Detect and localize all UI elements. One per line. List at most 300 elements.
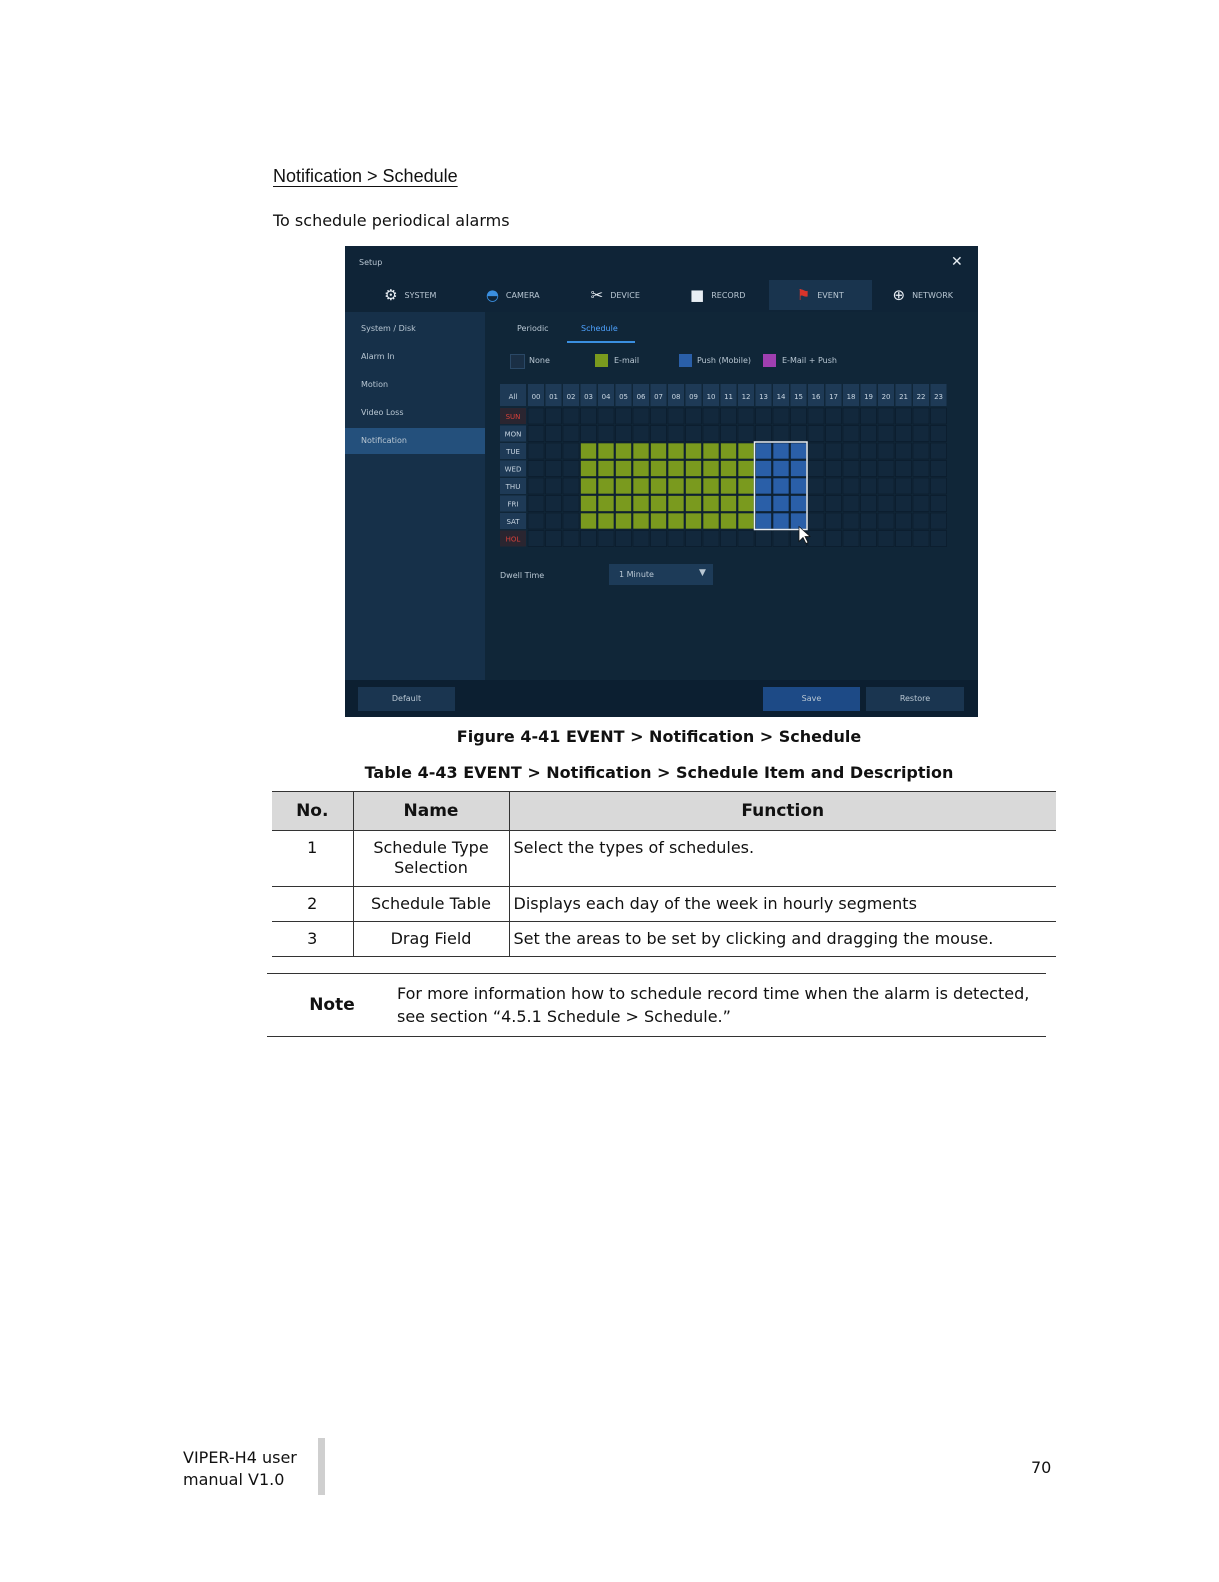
schedule-cell <box>546 513 562 529</box>
schedule-cell <box>616 496 632 512</box>
schedule-cell <box>686 496 702 512</box>
schedule-cell <box>598 461 614 477</box>
hour-header-label: 19 <box>864 393 874 401</box>
table-caption: Table 4-43 EVENT > Notification > Schedule Item and Description <box>364 763 954 782</box>
schedule-cell <box>808 496 824 512</box>
sidebar-item-motion[interactable]: Motion <box>361 380 389 389</box>
legend-email-swatch[interactable] <box>595 354 608 367</box>
schedule-cell <box>651 531 667 547</box>
day-header-label: FRI <box>507 500 519 509</box>
schedule-cell <box>878 443 894 459</box>
schedule-cell <box>686 513 702 529</box>
schedule-cell <box>598 513 614 529</box>
dwell-time-select[interactable] <box>609 564 713 585</box>
schedule-cell <box>563 408 579 424</box>
schedule-cell <box>826 531 842 547</box>
schedule-cell <box>756 478 772 494</box>
header-function: Function <box>509 792 1056 831</box>
tab-label: SYSTEM <box>404 290 437 300</box>
tab-event[interactable] <box>769 280 872 310</box>
schedule-cell <box>738 408 754 424</box>
flag-icon: ⚑ <box>796 286 811 304</box>
schedule-cell <box>826 408 842 424</box>
schedule-cell <box>791 461 807 477</box>
schedule-cell <box>528 443 544 459</box>
schedule-cell <box>931 408 947 424</box>
save-button[interactable] <box>763 687 860 711</box>
chevron-down-icon: ▼ <box>699 568 706 578</box>
day-header-label: WED <box>504 465 522 474</box>
schedule-cell <box>546 478 562 494</box>
schedule-cell <box>633 531 649 547</box>
note-box <box>267 973 1046 1037</box>
footer-doc-line2: manual V1.0 <box>183 1470 285 1489</box>
hour-header-label: 17 <box>829 393 839 401</box>
schedule-cell <box>616 408 632 424</box>
legend-email-push-label: E-Mail + Push <box>782 356 837 365</box>
schedule-cell <box>528 513 544 529</box>
hour-header-label: 18 <box>846 393 856 401</box>
schedule-cell <box>843 426 859 442</box>
schedule-cell <box>633 513 649 529</box>
legend-email-push-swatch[interactable] <box>763 354 776 367</box>
grid-corner-label: All <box>508 393 518 401</box>
legend-email-label: E-mail <box>614 356 640 365</box>
schedule-cell <box>563 513 579 529</box>
schedule-cell <box>703 443 719 459</box>
schedule-cell <box>738 513 754 529</box>
hour-header-label: 14 <box>776 393 786 401</box>
save-button-label: Save <box>801 694 822 703</box>
schedule-cell <box>931 531 947 547</box>
tab-label: RECORD <box>711 290 746 300</box>
hour-header-label: 01 <box>549 393 559 401</box>
table-row <box>272 887 1056 922</box>
schedule-cell <box>721 443 737 459</box>
hour-header-label: 04 <box>601 393 611 401</box>
schedule-cell <box>738 443 754 459</box>
page-number: 70 <box>1031 1458 1052 1477</box>
schedule-cell <box>861 531 877 547</box>
schedule-cell <box>616 531 632 547</box>
footer-doc-line1: VIPER-H4 user <box>183 1448 297 1467</box>
schedule-cell <box>861 408 877 424</box>
schedule-cell <box>651 443 667 459</box>
hour-header-label: 03 <box>584 393 594 401</box>
schedule-cell <box>931 478 947 494</box>
schedule-cell <box>756 531 772 547</box>
hour-header-label: 11 <box>724 393 734 401</box>
schedule-cell <box>616 443 632 459</box>
schedule-cell <box>528 408 544 424</box>
day-header-label: THU <box>505 483 521 491</box>
close-icon[interactable]: ✕ <box>951 254 963 270</box>
schedule-cell <box>546 461 562 477</box>
schedule-cell <box>668 478 684 494</box>
schedule-cell <box>808 426 824 442</box>
schedule-cell <box>668 461 684 477</box>
legend-push-label: Push (Mobile) <box>697 356 752 365</box>
schedule-cell <box>686 531 702 547</box>
schedule-cell <box>878 408 894 424</box>
schedule-cell <box>721 426 737 442</box>
schedule-cell <box>756 513 772 529</box>
day-header-label: HOL <box>505 535 521 544</box>
schedule-cell <box>633 461 649 477</box>
schedule-table[interactable] <box>500 384 952 554</box>
schedule-cell <box>843 461 859 477</box>
active-tab-indicator <box>567 341 635 343</box>
default-button[interactable] <box>358 687 455 711</box>
schedule-cell <box>651 496 667 512</box>
schedule-cell <box>913 478 929 494</box>
schedule-cell <box>756 443 772 459</box>
schedule-cell <box>581 496 597 512</box>
footer-divider <box>318 1438 325 1495</box>
schedule-cell <box>896 531 912 547</box>
schedule-cell <box>686 461 702 477</box>
schedule-cell <box>896 408 912 424</box>
schedule-cell <box>826 461 842 477</box>
schedule-cell <box>843 443 859 459</box>
hour-header-label: 20 <box>881 393 891 401</box>
schedule-cell <box>791 496 807 512</box>
schedule-cell <box>896 443 912 459</box>
schedule-cell <box>581 426 597 442</box>
schedule-cell <box>581 443 597 459</box>
schedule-cell <box>826 496 842 512</box>
schedule-cell <box>528 461 544 477</box>
schedule-cell <box>913 461 929 477</box>
schedule-screenshot <box>345 246 978 717</box>
hour-header-label: 10 <box>706 393 716 401</box>
schedule-cell <box>528 426 544 442</box>
schedule-cell <box>808 443 824 459</box>
legend-none-label: None <box>529 356 550 365</box>
top-tab-bar <box>359 280 974 310</box>
tab-label: NETWORK <box>912 290 953 300</box>
schedule-cell <box>756 461 772 477</box>
schedule-cell <box>808 478 824 494</box>
restore-button[interactable] <box>866 687 964 711</box>
camera-dome-icon: ◓ <box>485 286 499 304</box>
row-no: 2 <box>272 887 353 922</box>
schedule-cell <box>686 443 702 459</box>
schedule-cell <box>773 531 789 547</box>
hour-header-label: 15 <box>794 393 804 401</box>
schedule-cell <box>668 426 684 442</box>
schedule-cell <box>686 478 702 494</box>
schedule-cell <box>703 513 719 529</box>
tab-record[interactable] <box>667 280 770 310</box>
sidebar-item-notification[interactable] <box>345 428 485 454</box>
dwell-time-value: 1 Minute <box>619 570 654 579</box>
schedule-cell <box>668 531 684 547</box>
schedule-cell <box>598 496 614 512</box>
hour-header-label: 13 <box>759 393 769 401</box>
schedule-cell <box>878 461 894 477</box>
schedule-cell <box>528 531 544 547</box>
hour-header-label: 22 <box>916 393 926 401</box>
hour-header-label: 21 <box>899 393 909 401</box>
tab-camera[interactable] <box>462 280 565 310</box>
tab-label: EVENT <box>817 290 844 300</box>
schedule-cell <box>651 426 667 442</box>
schedule-cell <box>703 408 719 424</box>
schedule-cell <box>756 408 772 424</box>
video-camera-icon: ■ <box>690 286 705 304</box>
schedule-cell <box>896 513 912 529</box>
schedule-cell <box>773 443 789 459</box>
tab-system[interactable] <box>359 280 462 310</box>
schedule-cell <box>826 513 842 529</box>
day-header-label: SUN <box>505 413 521 421</box>
schedule-cell <box>878 478 894 494</box>
schedule-cell <box>563 478 579 494</box>
schedule-cell <box>563 426 579 442</box>
table-row <box>272 831 1056 887</box>
schedule-cell <box>791 513 807 529</box>
schedule-cell <box>773 426 789 442</box>
schedule-cell <box>773 408 789 424</box>
schedule-cell <box>721 513 737 529</box>
tab-periodic[interactable]: Periodic <box>517 324 549 333</box>
schedule-cell <box>861 496 877 512</box>
schedule-cell <box>546 426 562 442</box>
gear-icon: ⚙ <box>384 286 398 304</box>
schedule-cell <box>738 531 754 547</box>
schedule-cell <box>896 478 912 494</box>
schedule-cell <box>546 408 562 424</box>
schedule-cell <box>703 531 719 547</box>
schedule-cell <box>721 478 737 494</box>
schedule-cell <box>546 531 562 547</box>
hour-header-label: 00 <box>531 393 541 401</box>
schedule-cell <box>546 496 562 512</box>
schedule-cell <box>668 496 684 512</box>
schedule-cell <box>861 443 877 459</box>
hour-header-label: 16 <box>811 393 821 401</box>
schedule-cell <box>913 426 929 442</box>
schedule-cell <box>791 478 807 494</box>
hour-header-label: 23 <box>934 393 944 401</box>
schedule-cell <box>826 478 842 494</box>
schedule-cell <box>651 478 667 494</box>
schedule-cell <box>651 513 667 529</box>
legend-push-swatch[interactable] <box>679 354 692 367</box>
schedule-cell <box>756 426 772 442</box>
schedule-cell <box>773 478 789 494</box>
schedule-cell <box>843 531 859 547</box>
schedule-cell <box>581 513 597 529</box>
table-row <box>272 922 1056 957</box>
schedule-cell <box>808 408 824 424</box>
schedule-cell <box>721 461 737 477</box>
row-name: Schedule Table <box>353 887 509 922</box>
sidebar <box>345 312 485 680</box>
schedule-cell <box>773 461 789 477</box>
legend-none-swatch[interactable] <box>510 354 525 369</box>
day-header-label: MON <box>504 430 522 439</box>
schedule-cell <box>861 461 877 477</box>
schedule-cell <box>703 478 719 494</box>
schedule-cell <box>931 443 947 459</box>
sidebar-item-label: Notification <box>361 436 407 445</box>
schedule-cell <box>633 496 649 512</box>
schedule-cell <box>598 443 614 459</box>
dwell-time-label: Dwell Time <box>500 571 545 580</box>
sidebar-item-video-loss[interactable]: Video Loss <box>361 408 404 417</box>
window-title: Setup <box>359 258 383 267</box>
schedule-cell <box>703 496 719 512</box>
schedule-cell <box>563 531 579 547</box>
schedule-cell <box>861 478 877 494</box>
schedule-cell <box>703 461 719 477</box>
default-button-label: Default <box>391 694 422 703</box>
schedule-cell <box>686 408 702 424</box>
schedule-cell <box>878 496 894 512</box>
schedule-cell <box>633 478 649 494</box>
schedule-cell <box>878 531 894 547</box>
schedule-cell <box>633 408 649 424</box>
schedule-cell <box>721 496 737 512</box>
schedule-cell <box>896 496 912 512</box>
schedule-cell <box>581 531 597 547</box>
schedule-cell <box>861 426 877 442</box>
note-label: Note <box>267 974 397 1037</box>
schedule-cell <box>598 426 614 442</box>
intro-text: To schedule periodical alarms <box>273 211 510 230</box>
sidebar-item-system-disk[interactable]: System / Disk <box>361 324 416 333</box>
row-name: Drag Field <box>353 922 509 957</box>
header-no: No. <box>272 792 353 831</box>
schedule-cell <box>808 513 824 529</box>
figure-caption: Figure 4-41 EVENT > Notification > Schedule <box>456 727 862 746</box>
schedule-cell <box>896 461 912 477</box>
schedule-cell <box>721 531 737 547</box>
hour-header-label: 08 <box>671 393 681 401</box>
restore-button-label: Restore <box>899 694 931 703</box>
day-header-label: TUE <box>506 448 520 456</box>
schedule-cell <box>703 426 719 442</box>
tools-icon: ✂ <box>590 286 604 304</box>
schedule-cell <box>808 531 824 547</box>
schedule-cell <box>826 443 842 459</box>
bottom-button-bar <box>345 680 978 717</box>
schedule-cell <box>913 496 929 512</box>
schedule-cell <box>546 443 562 459</box>
schedule-cell <box>686 426 702 442</box>
hour-header-label: 07 <box>654 393 664 401</box>
schedule-cell <box>668 443 684 459</box>
schedule-cell <box>563 443 579 459</box>
schedule-cell <box>738 461 754 477</box>
schedule-cell <box>633 426 649 442</box>
row-no: 1 <box>272 831 353 887</box>
table-header-row <box>272 792 1056 831</box>
row-function: Set the areas to be set by clicking and dragging the mouse. <box>509 922 1056 957</box>
schedule-cell <box>773 496 789 512</box>
hour-header-label: 09 <box>689 393 699 401</box>
globe-icon: ⊕ <box>892 286 906 304</box>
schedule-cell <box>616 461 632 477</box>
schedule-cell <box>931 496 947 512</box>
schedule-cell <box>878 426 894 442</box>
schedule-cell <box>913 408 929 424</box>
schedule-cell <box>598 478 614 494</box>
schedule-cell <box>738 478 754 494</box>
schedule-cell <box>931 426 947 442</box>
schedule-cell <box>633 443 649 459</box>
row-function: Select the types of schedules. <box>509 831 1056 887</box>
schedule-cell <box>826 426 842 442</box>
hour-header-label: 05 <box>619 393 629 401</box>
hour-header-label: 12 <box>741 393 751 401</box>
footer-document-title <box>183 1447 297 1491</box>
schedule-cell <box>861 513 877 529</box>
header-name: Name <box>353 792 509 831</box>
row-function: Displays each day of the week in hourly segments <box>509 887 1056 922</box>
schedule-cell <box>528 478 544 494</box>
tab-label: DEVICE <box>610 290 640 300</box>
schedule-cell <box>651 461 667 477</box>
schedule-cell <box>616 426 632 442</box>
schedule-cell <box>791 443 807 459</box>
schedule-cell <box>581 478 597 494</box>
tab-label: CAMERA <box>505 290 540 300</box>
schedule-cell <box>773 513 789 529</box>
day-header-label: SAT <box>506 518 520 526</box>
schedule-cell <box>528 496 544 512</box>
schedule-cell <box>598 531 614 547</box>
tab-schedule[interactable]: Schedule <box>581 324 618 333</box>
schedule-cell <box>756 496 772 512</box>
schedule-cell <box>581 408 597 424</box>
schedule-cell <box>563 496 579 512</box>
schedule-cell <box>791 408 807 424</box>
schedule-cell <box>843 496 859 512</box>
schedule-cell <box>843 478 859 494</box>
schedule-cell <box>843 408 859 424</box>
schedule-cell <box>738 496 754 512</box>
row-no: 3 <box>272 922 353 957</box>
sidebar-item-alarm-in[interactable]: Alarm In <box>361 352 395 361</box>
schedule-cell <box>791 426 807 442</box>
schedule-cell <box>808 461 824 477</box>
tab-device[interactable] <box>564 280 667 310</box>
schedule-cell <box>563 461 579 477</box>
schedule-cell <box>668 513 684 529</box>
description-table <box>272 791 1056 957</box>
schedule-cell <box>878 513 894 529</box>
schedule-cell <box>913 513 929 529</box>
schedule-cell <box>738 426 754 442</box>
schedule-cell <box>668 408 684 424</box>
hour-header-label: 02 <box>566 393 576 401</box>
schedule-cell <box>721 408 737 424</box>
schedule-cell <box>931 513 947 529</box>
schedule-cell <box>651 408 667 424</box>
row-name: Schedule Type Selection <box>353 831 509 887</box>
section-heading: Notification > Schedule <box>273 166 458 186</box>
tab-network[interactable] <box>872 280 975 310</box>
schedule-cell <box>616 478 632 494</box>
schedule-cell <box>913 531 929 547</box>
schedule-cell <box>598 408 614 424</box>
schedule-cell <box>896 426 912 442</box>
schedule-cell <box>913 443 929 459</box>
schedule-cell <box>616 513 632 529</box>
